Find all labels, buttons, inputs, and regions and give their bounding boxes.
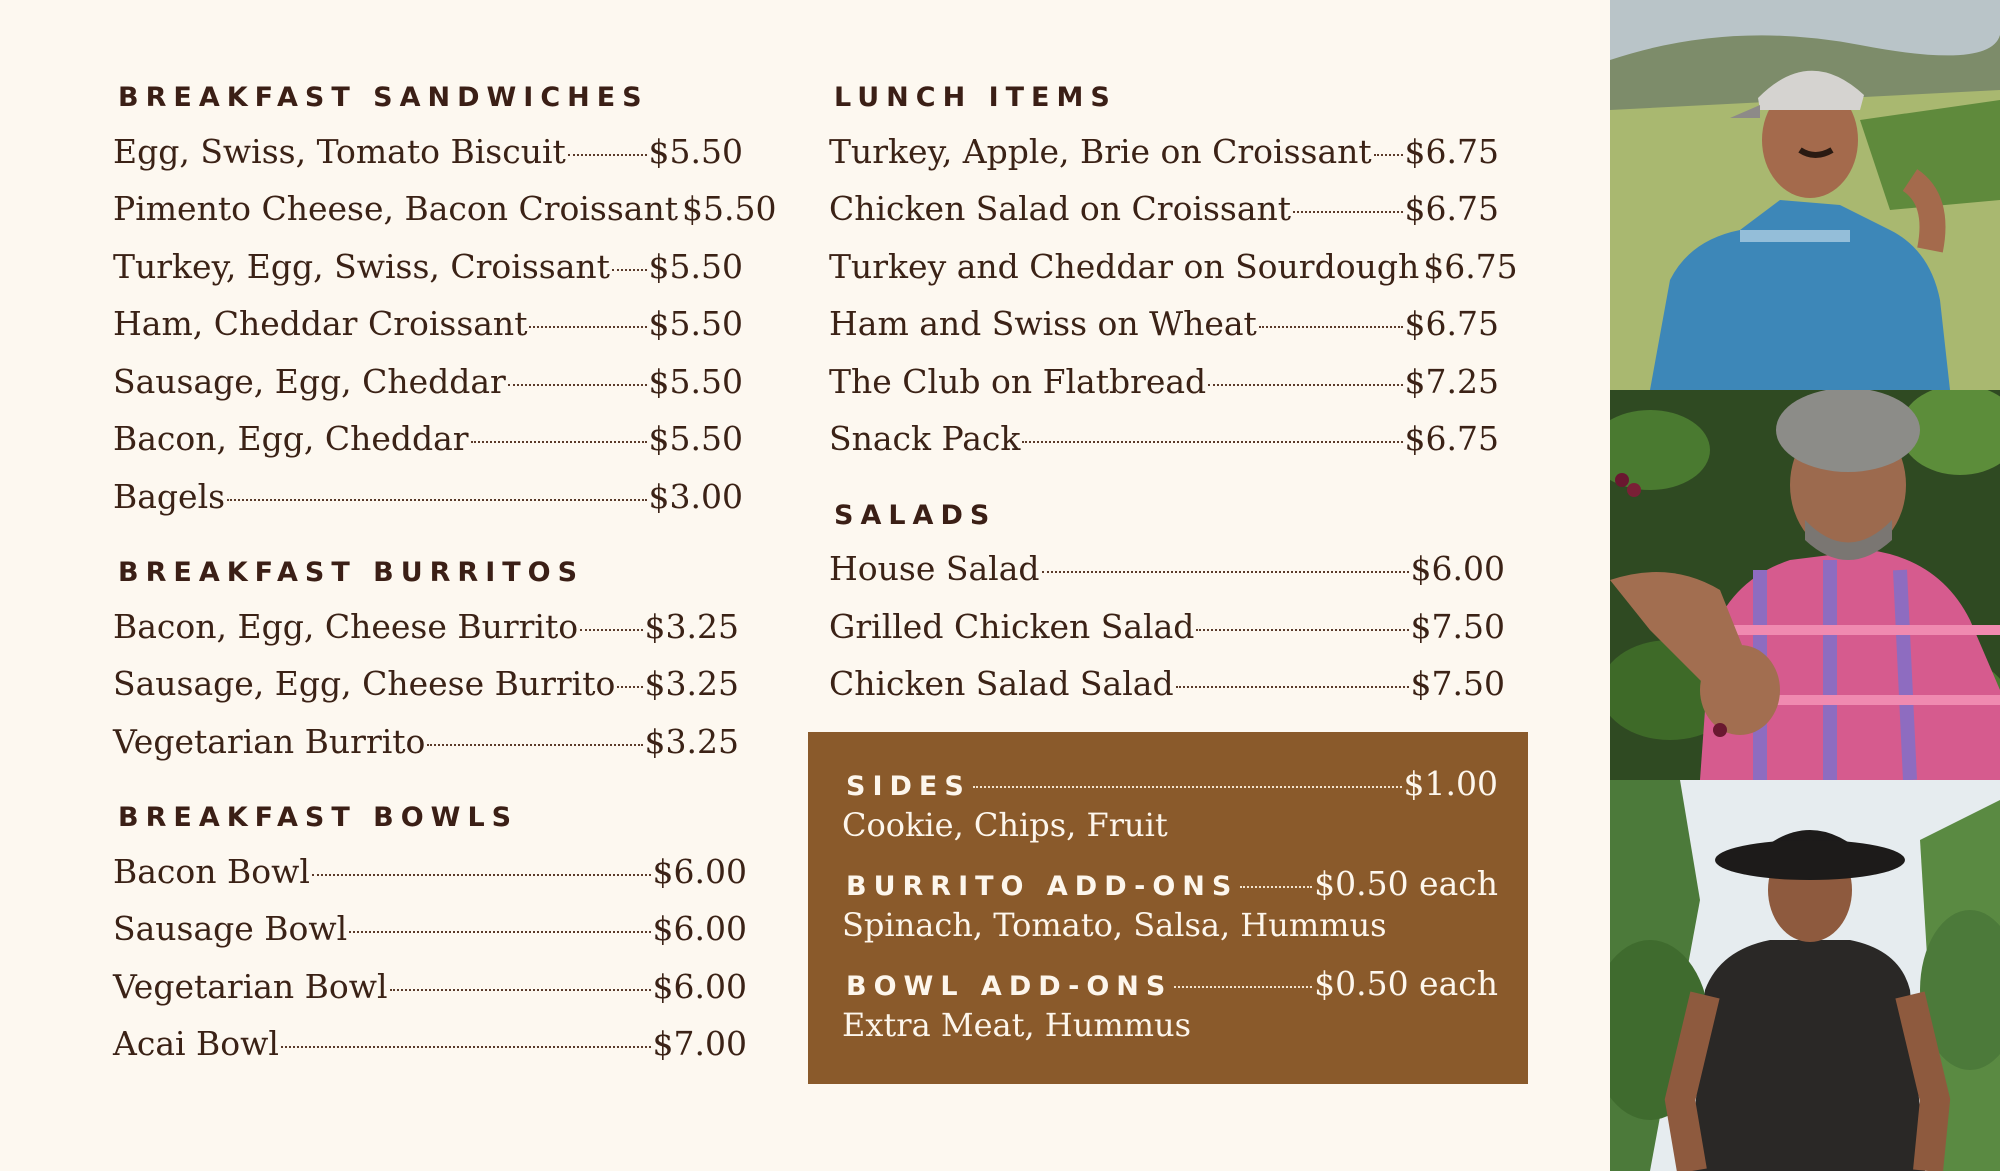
item-name: Grilled Chicken Salad <box>829 607 1195 646</box>
item-price: $6.75 <box>1423 247 1518 286</box>
dot-leader <box>1259 326 1403 328</box>
dot-leader <box>1293 211 1402 213</box>
item-name: The Club on Flatbread <box>829 362 1207 401</box>
item-price: $7.25 <box>1404 362 1499 401</box>
dot-leader <box>312 874 651 876</box>
item-name: Turkey, Apple, Brie on Croissant <box>829 132 1372 171</box>
item-price: $5.50 <box>648 419 743 458</box>
bowl-addons-row <box>846 964 1498 1003</box>
extras-panel <box>808 732 1528 1084</box>
dot-leader <box>1196 629 1408 631</box>
item-name: Turkey, Egg, Swiss, Croissant <box>113 247 610 286</box>
menu-item <box>113 909 747 948</box>
item-price: $6.75 <box>1404 304 1499 343</box>
dot-leader <box>349 931 650 933</box>
burrito-addons-row <box>846 864 1498 903</box>
bowl-addons-price: $0.50 each <box>1314 964 1498 1003</box>
item-name: Turkey and Cheddar on Sourdough <box>829 247 1420 286</box>
item-price: $6.75 <box>1404 419 1499 458</box>
menu-item <box>829 132 1499 171</box>
menu-item <box>829 247 1518 286</box>
dot-leader <box>1174 986 1312 988</box>
menu-item <box>113 852 747 891</box>
dot-leader <box>1176 686 1409 688</box>
dot-leader <box>508 384 647 386</box>
dot-leader <box>580 629 642 631</box>
item-price: $3.25 <box>644 607 739 646</box>
item-name: Ham and Swiss on Wheat <box>829 304 1257 343</box>
item-name: Chicken Salad on Croissant <box>829 189 1292 228</box>
farmer-photo-hat <box>1610 780 2000 1171</box>
item-price: $6.00 <box>1410 549 1505 588</box>
item-price: $3.25 <box>644 664 739 703</box>
dot-leader <box>1374 154 1403 156</box>
sides-heading: SIDES <box>846 771 971 802</box>
item-price: $5.50 <box>681 189 777 228</box>
menu-item <box>113 419 743 458</box>
menu-item <box>113 1024 747 1063</box>
menu-item <box>829 607 1505 646</box>
dot-leader <box>227 499 646 501</box>
farmer-photo-plants <box>1610 390 2000 780</box>
dot-leader <box>568 154 647 156</box>
menu-item <box>113 304 743 343</box>
sides-detail: Cookie, Chips, Fruit <box>842 806 1168 844</box>
menu-item <box>113 132 743 171</box>
item-price: $3.00 <box>648 477 743 516</box>
menu-item <box>113 247 743 286</box>
item-price: $6.75 <box>1404 189 1499 228</box>
burrito-addons-heading: BURRITO ADD-ONS <box>846 871 1239 902</box>
menu-item <box>113 362 743 401</box>
breakfast-burritos-heading: BREAKFAST BURRITOS <box>118 557 585 588</box>
dot-leader <box>427 744 642 746</box>
dot-leader <box>1022 441 1402 443</box>
item-price: $5.50 <box>648 304 743 343</box>
item-name: Vegetarian Bowl <box>113 967 388 1006</box>
item-name: Egg, Swiss, Tomato Biscuit <box>113 132 566 171</box>
menu-item <box>829 419 1499 458</box>
menu-item <box>829 549 1505 588</box>
menu-item <box>113 967 747 1006</box>
farmer-photo-cap <box>1610 0 2000 390</box>
item-name: Chicken Salad Salad <box>829 664 1174 703</box>
dot-leader <box>1240 886 1312 888</box>
item-name: Sausage, Egg, Cheddar <box>113 362 506 401</box>
dot-leader <box>529 326 646 328</box>
item-name: Bacon, Egg, Cheddar <box>113 419 469 458</box>
item-name: Snack Pack <box>829 419 1021 458</box>
breakfast-sandwiches-heading: BREAKFAST SANDWICHES <box>118 82 649 113</box>
dot-leader <box>973 786 1402 788</box>
menu-item <box>829 189 1499 228</box>
item-price: $7.50 <box>1410 664 1505 703</box>
item-price: $5.50 <box>648 247 743 286</box>
item-name: Acai Bowl <box>113 1024 279 1063</box>
sides-price: $1.00 <box>1403 764 1498 803</box>
item-price: $6.75 <box>1404 132 1499 171</box>
item-name: Sausage, Egg, Cheese Burrito <box>113 664 616 703</box>
lunch-items-heading: LUNCH ITEMS <box>834 82 1117 113</box>
item-name: House Salad <box>829 549 1040 588</box>
menu-item <box>113 477 743 516</box>
item-price: $3.25 <box>644 722 739 761</box>
item-price: $7.50 <box>1410 607 1505 646</box>
item-name: Ham, Cheddar Croissant <box>113 304 528 343</box>
item-price: $6.00 <box>652 967 747 1006</box>
breakfast-bowls-heading: BREAKFAST BOWLS <box>118 802 519 833</box>
item-name: Sausage Bowl <box>113 909 348 948</box>
dot-leader <box>617 686 642 688</box>
menu-item <box>829 304 1499 343</box>
item-price: $5.50 <box>648 132 743 171</box>
dot-leader <box>471 441 647 443</box>
dot-leader <box>390 989 651 991</box>
dot-leader <box>281 1046 651 1048</box>
menu-item <box>113 664 739 703</box>
menu-item <box>113 607 739 646</box>
burrito-addons-price: $0.50 each <box>1314 864 1498 903</box>
item-price: $6.00 <box>652 852 747 891</box>
item-price: $5.50 <box>648 362 743 401</box>
item-name: Bacon Bowl <box>113 852 310 891</box>
item-price: $7.00 <box>652 1024 747 1063</box>
salads-heading: SALADS <box>834 500 997 531</box>
bowl-addons-detail: Extra Meat, Hummus <box>842 1006 1192 1044</box>
menu-item <box>829 664 1505 703</box>
item-name: Bagels <box>113 477 226 516</box>
bowl-addons-heading: BOWL ADD-ONS <box>846 971 1173 1002</box>
sides-row <box>846 764 1498 803</box>
dot-leader <box>1042 571 1409 573</box>
menu-item <box>829 362 1499 401</box>
item-name: Vegetarian Burrito <box>113 722 426 761</box>
item-price: $6.00 <box>652 909 747 948</box>
item-name: Bacon, Egg, Cheese Burrito <box>113 607 579 646</box>
burrito-addons-detail: Spinach, Tomato, Salsa, Hummus <box>842 906 1387 944</box>
dot-leader <box>612 269 647 271</box>
dot-leader <box>1208 384 1402 386</box>
menu-item <box>113 722 739 761</box>
menu-item <box>113 189 777 228</box>
item-name: Pimento Cheese, Bacon Croissant <box>113 189 678 228</box>
